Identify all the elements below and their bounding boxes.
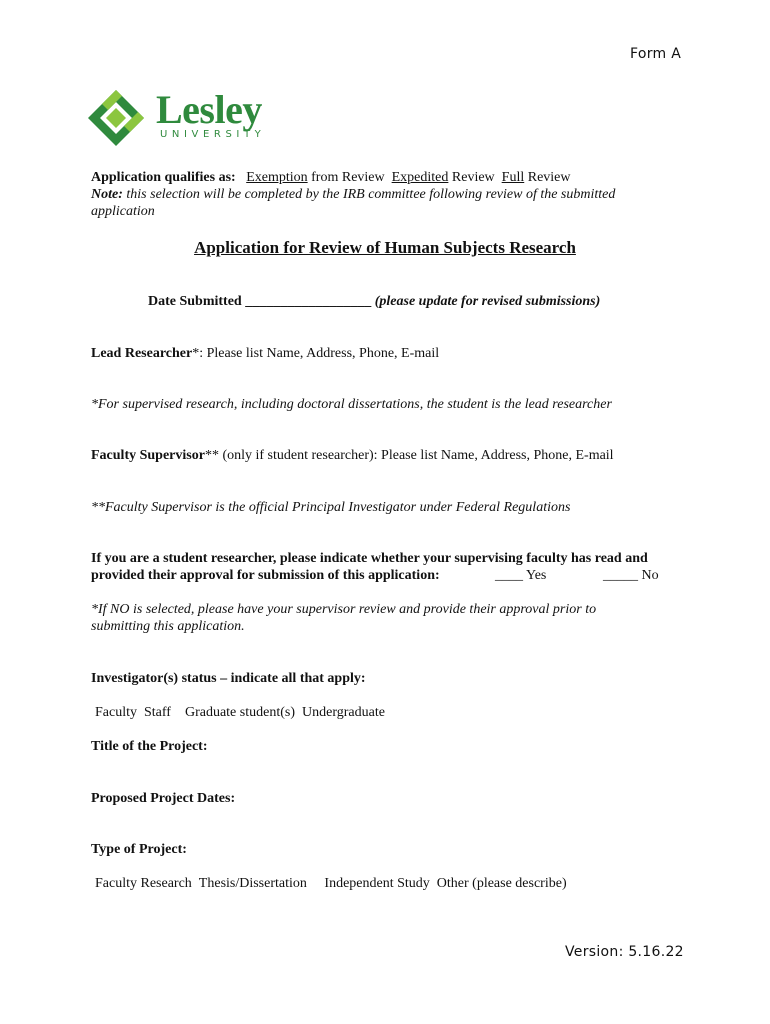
type-option-other[interactable]: Other (please describe) bbox=[436, 876, 567, 891]
note-line bbox=[91, 186, 691, 203]
note-text: this selection will be completed by the IRB committee following review of the submitted bbox=[126, 187, 616, 202]
approval-no-option[interactable]: _____ No bbox=[603, 568, 659, 583]
project-title-label: Title of the Project: bbox=[91, 739, 208, 754]
note-label: Note: bbox=[91, 187, 123, 202]
exemption-suffix: from Review bbox=[311, 170, 385, 185]
status-option-staff[interactable]: Staff bbox=[144, 705, 171, 720]
logo-wordmark: Lesley bbox=[156, 87, 262, 132]
faculty-supervisor-text[interactable]: ** (only if student researcher): Please list Name, Address, Phone, E-mail bbox=[204, 448, 614, 463]
faculty-supervisor-label: Faculty Supervisor bbox=[91, 448, 205, 463]
student-question-line2: provided their approval for submission of this application: bbox=[91, 568, 440, 583]
date-submitted-label: Date Submitted bbox=[148, 294, 242, 309]
expedited-suffix: Review bbox=[451, 170, 495, 185]
faculty-supervisor-line bbox=[91, 447, 614, 464]
date-submitted-line bbox=[148, 293, 600, 310]
status-option-undergraduate[interactable]: Undergraduate bbox=[302, 705, 385, 720]
project-type-options bbox=[95, 875, 567, 892]
lead-researcher-label: Lead Researcher bbox=[91, 346, 193, 361]
expedited-option[interactable]: Expedited bbox=[391, 170, 449, 185]
lesley-diamond-logo-icon bbox=[88, 88, 152, 148]
project-type-label: Type of Project: bbox=[91, 842, 187, 857]
exemption-option[interactable]: Exemption bbox=[246, 170, 308, 185]
status-option-graduate[interactable]: Graduate student(s) bbox=[184, 705, 295, 720]
qualifies-label: Application qualifies as: bbox=[91, 170, 236, 185]
qualifies-line bbox=[91, 169, 571, 186]
date-submitted-field[interactable]: __________________ bbox=[245, 294, 372, 309]
project-dates-label: Proposed Project Dates: bbox=[91, 791, 236, 806]
full-suffix: Review bbox=[527, 170, 571, 185]
form-label: Form A bbox=[630, 46, 682, 62]
lead-researcher-mark: * bbox=[192, 346, 200, 361]
student-question-line1: If you are a student researcher, please indicate whether your supervising faculty has read and bbox=[91, 551, 648, 566]
student-question-note2: submitting this application. bbox=[91, 619, 245, 634]
date-submitted-note: (please update for revised submissions) bbox=[374, 294, 601, 309]
status-option-faculty[interactable]: Faculty bbox=[95, 705, 137, 720]
lead-researcher-text[interactable]: : Please list Name, Address, Phone, E-mail bbox=[199, 346, 440, 361]
type-option-thesis[interactable]: Thesis/Dissertation bbox=[198, 876, 307, 891]
faculty-supervisor-footnote: **Faculty Supervisor is the official Principal Investigator under Federal Regulations bbox=[91, 500, 571, 515]
full-option[interactable]: Full bbox=[501, 170, 525, 185]
logo-subtitle: UNIVERSITY bbox=[160, 129, 266, 140]
student-question-note1: *If NO is selected, please have your supervisor review and provide their approval prior to bbox=[91, 602, 597, 617]
investigator-status-label: Investigator(s) status – indicate all that apply: bbox=[91, 671, 366, 686]
type-option-faculty-research[interactable]: Faculty Research bbox=[95, 876, 192, 891]
note-text-2: application bbox=[91, 204, 155, 219]
investigator-status-options bbox=[95, 704, 385, 721]
page-title: Application for Review of Human Subjects Research bbox=[194, 238, 576, 257]
lead-researcher-footnote: *For supervised research, including doctoral dissertations, the student is the lead researcher bbox=[91, 397, 612, 412]
lead-researcher-line bbox=[91, 345, 439, 362]
lesley-logo bbox=[88, 88, 288, 148]
type-option-independent-study[interactable]: Independent Study bbox=[324, 876, 430, 891]
approval-yes-option[interactable]: ____ Yes bbox=[495, 568, 547, 583]
version-label: Version: 5.16.22 bbox=[565, 944, 684, 960]
